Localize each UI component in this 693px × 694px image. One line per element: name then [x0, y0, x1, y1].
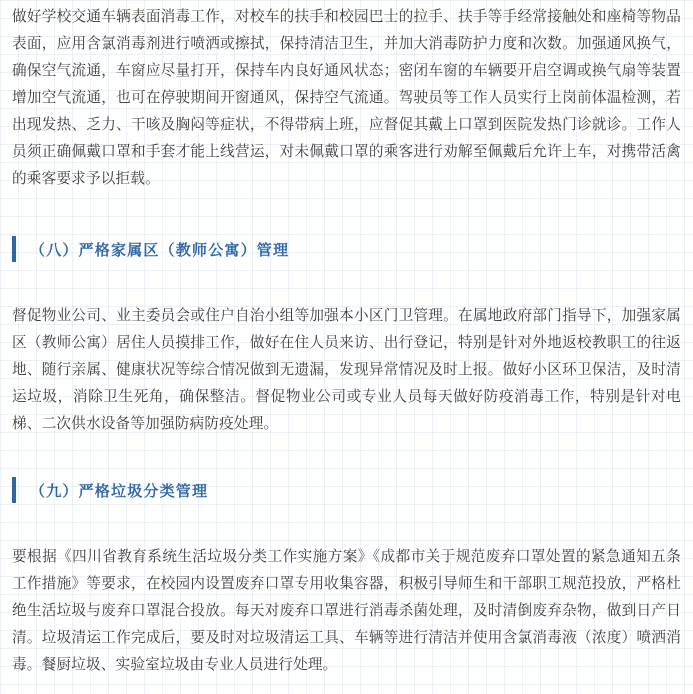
section-accent-bar: [12, 236, 16, 262]
section-accent-bar: [12, 477, 16, 503]
paragraph-vehicle-disinfection: 做好学校交通车辆表面消毒工作，对校车的扶手和校园巴士的拉手、扶手等手经常接触处和座椅等物品表面，应用含氯消毒剂进行喷洒或擦拭，保持清洁卫生，并加大消毒防护力度和次数。加强通风换气，确保空气流通，车窗应尽量打开，保持车内良好通风状态；密闭车窗的车辆要开启空调或换气扇等装置增加空气流通，也可在停驶期间开窗通风，保持空气流通。驾驶员等工作人员实行上岗前体温检测，若出现发热、乏力、干咳及胸闷等症状，不得带病上班，应督促其戴上口罩到医院发热门诊就诊。工作人员须正确佩戴口罩和手套才能上线营运，对未佩戴口罩的乘客进行劝解至佩戴后允许上车，对携带活禽的乘客要求予以拒载。: [12, 8, 681, 187]
section-title-9: （九）严格垃圾分类管理: [30, 481, 209, 500]
section-heading-9: [12, 477, 681, 503]
section-heading-8: [12, 236, 681, 262]
paragraph-residential-management: 督促物业公司、业主委员会或住户自治小组等加强本小区门卫管理。在属地政府部门指导下，加强家属区（教师公寓）居住人员摸排工作，做好在住人员来访、出行登记，特别是针对外地返校教职工的往返地、随行亲属、健康状况等综合情况做到无遗漏，发现异常情况及时上报。做好小区环卫保洁，及时清运垃圾，消除卫生死角，确保整洁。督促物业公司或专业人员每天做好防疫消毒工作，特别是针对电梯、二次供水设备等加强防病防疫处理。: [12, 307, 681, 432]
section-title-8: （八）严格家属区（教师公寓）管理: [30, 240, 290, 259]
paragraph-waste-sorting: 要根据《四川省教育系统生活垃圾分类工作实施方案》《成都市关于规范废弃口罩处置的紧急通知五条工作措施》等要求，在校园内设置废弃口罩专用收集容器，积极引导师生和干部职工规范投放，严格杜绝生活垃圾与废弃口罩混合投放。每天对废弃口罩进行消毒杀菌处理，及时清倒废弃杂物，做到日产日清。垃圾清运工作完成后，要及时对垃圾清运工具、车辆等进行清洁并使用含氯消毒液（浓度）喷洒消毒。餐厨垃圾、实验室垃圾由专业人员进行处理。: [12, 548, 681, 673]
